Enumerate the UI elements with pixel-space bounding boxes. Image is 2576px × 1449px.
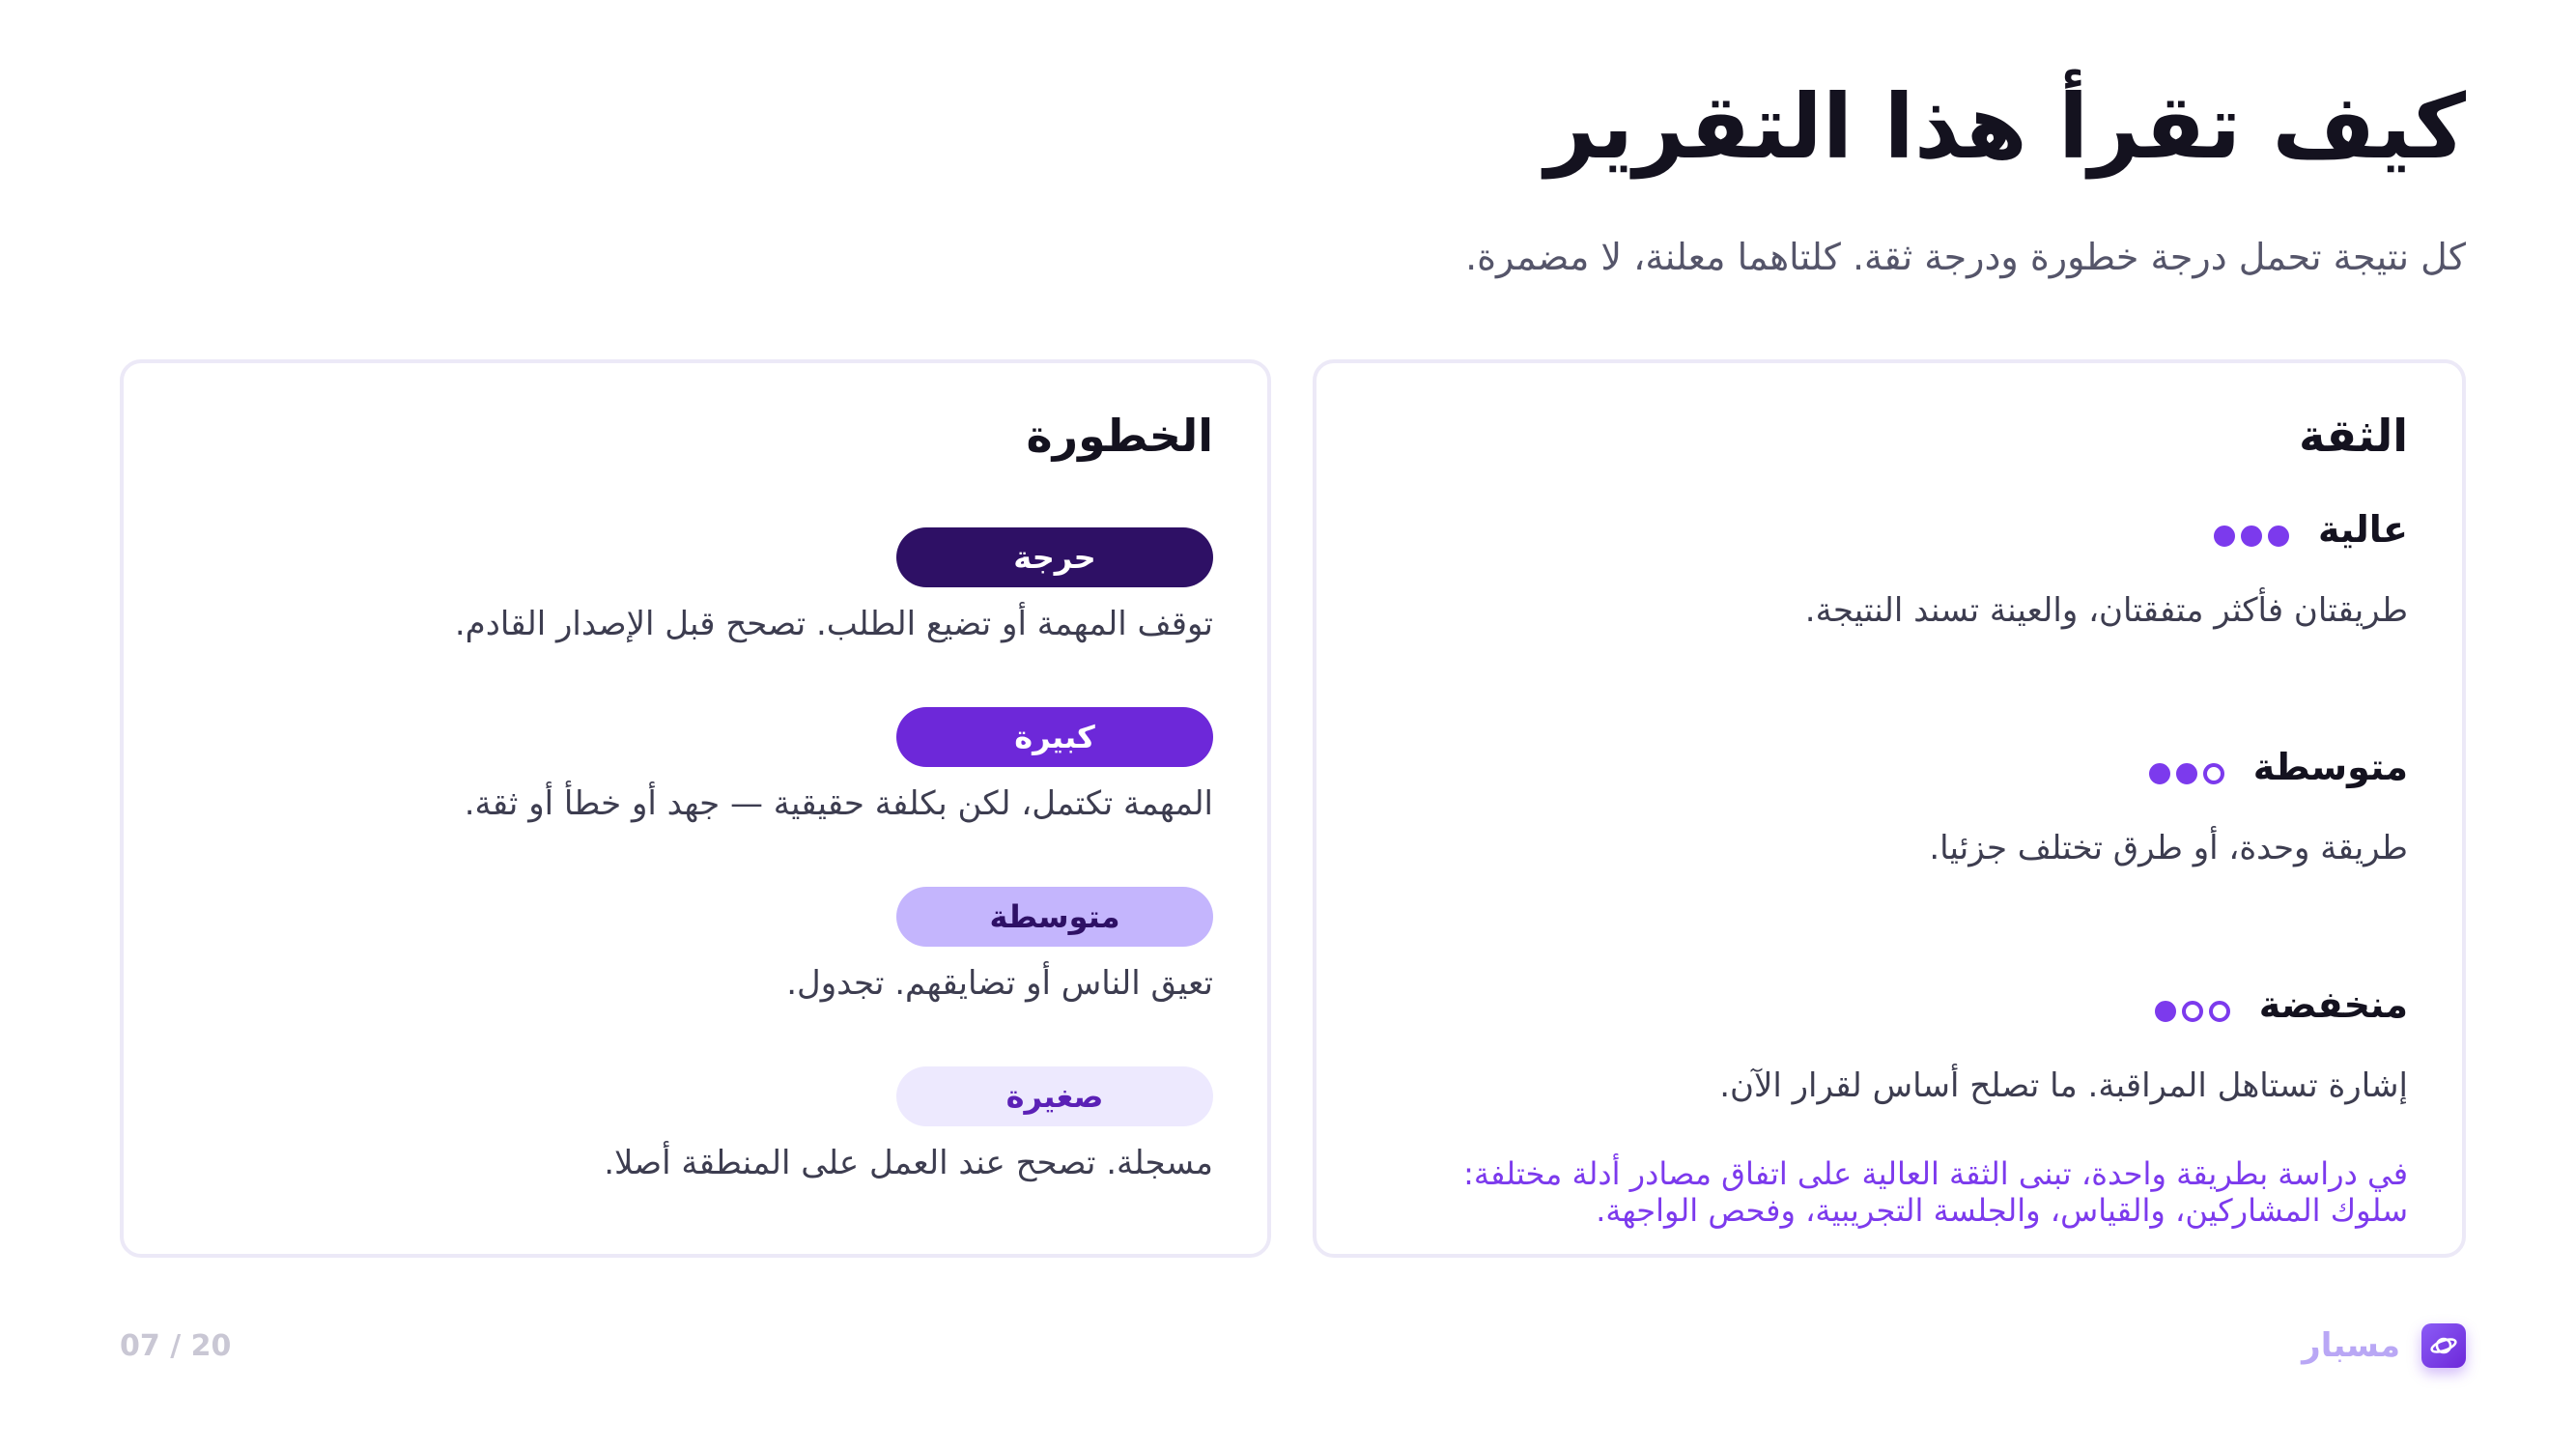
confidence-level-label: متوسطة	[2252, 746, 2408, 788]
severity-card	[120, 359, 1271, 1258]
confidence-level-label: منخفضة	[2258, 983, 2408, 1026]
severity-badge: صغيرة	[896, 1066, 1213, 1126]
severity-level-desc: تعيق الناس أو تضايقهم. تجدول.	[786, 964, 1213, 1003]
confidence-level-medium	[1365, 746, 2408, 867]
severity-level-desc: مسجلة. تصحح عند العمل على المنطقة أصلا.	[604, 1144, 1213, 1182]
confidence-card	[1313, 359, 2466, 1258]
confidence-level-desc: طريقة وحدة، أو طرق تختلف جزئيا.	[1929, 829, 2408, 867]
severity-badge: حرجة	[896, 527, 1213, 587]
confidence-level-high	[1365, 508, 2408, 630]
confidence-level-desc: إشارة تستاهل المراقبة. ما تصلح أساس لقرار الآن.	[1719, 1066, 2408, 1105]
severity-title: الخطورة	[1026, 410, 1213, 462]
planet-icon	[2421, 1323, 2466, 1368]
severity-level-medium	[170, 887, 1213, 1003]
confidence-dots-icon	[2149, 763, 2224, 784]
confidence-note: في دراسة بطريقة واحدة، تبنى الثقة العالية على اتفاق مصادر أدلة مختلفة: سلوك المشاركين، والقياس، والجلسة التجريبية، وفحص الواجهة.	[1463, 1155, 2408, 1229]
confidence-level-desc: طريقتان فأكثر متفقتان، والعينة تسند النتيجة.	[1804, 591, 2408, 630]
severity-level-minor	[170, 1066, 1213, 1182]
severity-level-critical	[170, 527, 1213, 643]
confidence-level-label: عالية	[2317, 508, 2408, 551]
confidence-dots-icon	[2155, 1001, 2230, 1022]
brand-name: مسبار	[2302, 1326, 2400, 1365]
severity-level-desc: المهمة تكتمل، لكن بكلفة حقيقية — جهد أو خطأ أو ثقة.	[464, 784, 1213, 823]
severity-level-major	[170, 707, 1213, 823]
confidence-dots-icon	[2214, 526, 2289, 547]
page-number: 07 / 20	[120, 1329, 232, 1363]
brand	[2302, 1323, 2466, 1368]
confidence-level-low	[1365, 983, 2408, 1105]
page-subtitle: كل نتيجة تحمل درجة خطورة ودرجة ثقة. كلتاهما معلنة، لا مضمرة.	[1465, 236, 2466, 278]
confidence-title: الثقة	[2299, 410, 2408, 462]
severity-badge: متوسطة	[896, 887, 1213, 947]
severity-level-desc: توقف المهمة أو تضيع الطلب. تصحح قبل الإصدار القادم.	[454, 605, 1213, 643]
severity-badge: كبيرة	[896, 707, 1213, 767]
page-title: كيف تقرأ هذا التقرير	[1544, 75, 2466, 179]
